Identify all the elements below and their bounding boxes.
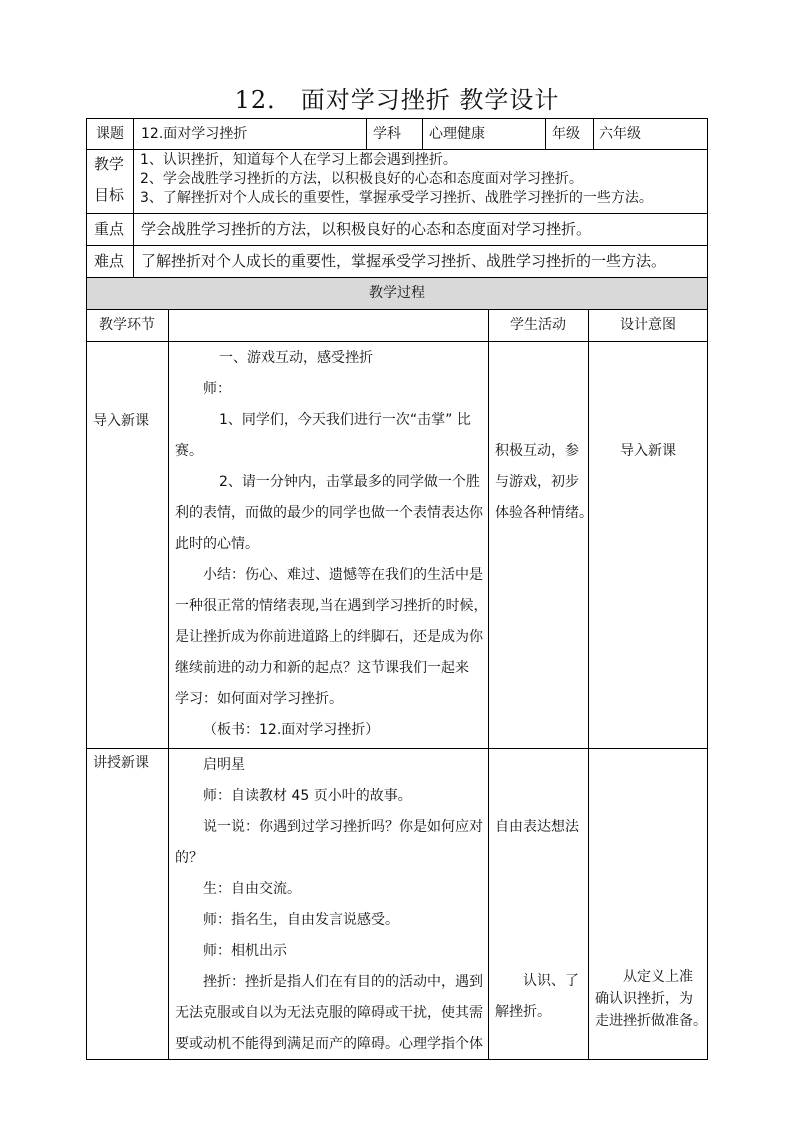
content-line: （板书：12.面对学习挫折） <box>203 722 380 738</box>
rule <box>86 309 708 310</box>
goals-list <box>140 149 653 209</box>
content-line: 此时的心情。 <box>175 536 259 552</box>
content-line: 无法克服或自以为无法克服的障碍或干扰，使其需 <box>175 1005 483 1021</box>
content-line: 生：自由交流。 <box>203 881 301 897</box>
rule <box>488 309 489 1060</box>
intent-line: 从定义上准 <box>623 969 693 985</box>
rule <box>86 118 87 1060</box>
activity-line: 积极互动，参 <box>495 443 579 459</box>
content-line: 启明星 <box>203 757 245 773</box>
rule <box>133 118 134 278</box>
intro-content <box>175 343 487 746</box>
activity-line: 与游戏，初步 <box>495 474 579 490</box>
difficult-value: 了解挫折对个人成长的重要性，掌握承受学习挫折、战胜学习挫折的一些方法。 <box>141 252 667 270</box>
content-line: 的？ <box>175 850 203 866</box>
rule <box>588 309 589 1060</box>
rule <box>86 118 708 119</box>
grade-value: 六年级 <box>599 126 641 142</box>
activity-line: 解挫折。 <box>495 1004 551 1020</box>
content-line: 师：指名生，自由发言说感受。 <box>203 912 399 928</box>
goals-label-line-2: 目标 <box>94 186 125 204</box>
rule <box>168 309 169 1060</box>
rule <box>707 118 708 1060</box>
document-title: 12． 面对学习挫折 教学设计 <box>234 86 560 114</box>
content-line: 师：相机出示 <box>203 943 287 959</box>
content-line: 师：自读教材 45 页小叶的故事。 <box>203 788 412 804</box>
content-line: 一种很正常的情绪表现,当在遇到学习挫折的时候， <box>175 598 488 614</box>
rule <box>86 213 708 214</box>
intent-line: 确认识挫折，为 <box>595 991 693 1007</box>
rule <box>86 748 708 749</box>
goal-item: 3、了解挫折对个人成长的重要性，掌握承受学习挫折、战胜学习挫折的一些方法。 <box>140 190 653 206</box>
subject-value: 心理健康 <box>429 126 485 142</box>
topic-value: 12.面对学习挫折 <box>141 126 248 142</box>
subject-label: 学科 <box>373 126 401 142</box>
goals-label-line-1: 教学 <box>94 155 125 173</box>
intent-line: 走进挫折做准备。 <box>595 1013 707 1029</box>
content-line: 师： <box>203 381 231 397</box>
content-line: 是让挫折成为你前进道路上的绊脚石，还是成为你 <box>175 629 483 645</box>
grade-label: 年级 <box>552 126 580 142</box>
rule <box>86 341 708 342</box>
content-line: 要或动机不能得到满足而产的障碍。心理学指个体 <box>175 1036 483 1052</box>
rule <box>366 118 367 150</box>
content-line: 利的表情，而做的最少的同学也做一个表情表达你 <box>175 505 483 521</box>
intro-student-activity <box>495 436 593 529</box>
rule <box>545 118 546 150</box>
process-heading: 教学过程 <box>369 285 425 301</box>
content-line: 继续前进的动力和新的起点？这节课我们一起来 <box>175 660 469 676</box>
content-line: 赛。 <box>175 443 203 459</box>
content-line: 一、游戏互动，感受挫折 <box>219 350 373 366</box>
content-line: 2、请一分钟内，击掌最多的同学做一个胜 <box>219 474 480 490</box>
key-value: 学会战胜学习挫折的方法，以积极良好的心态和态度面对学习挫折。 <box>141 220 592 238</box>
teach-student-activity-2 <box>495 966 579 1028</box>
col-intent-header: 设计意图 <box>620 317 676 333</box>
teach-student-activity-1: 自由表达想法 <box>495 819 579 835</box>
col-student-header: 学生活动 <box>510 317 566 333</box>
content-line: 学习：如何面对学习挫折。 <box>175 691 343 707</box>
teach-content <box>175 750 483 1060</box>
goal-item: 1、认识挫折，知道每个人在学习上都会遇到挫折。 <box>140 152 457 168</box>
col-step-header: 教学环节 <box>99 317 155 333</box>
topic-label: 课题 <box>96 126 124 142</box>
teach-step: 讲授新课 <box>93 755 149 771</box>
key-label: 重点 <box>94 220 125 238</box>
content-line: 说一说：你遇到过学习挫折吗？你是如何应对 <box>203 819 483 835</box>
rule <box>86 277 708 278</box>
activity-line: 体验各种情绪。 <box>495 505 593 521</box>
content-line: 挫折：挫折是指人们在有目的的活动中，遇到 <box>203 974 483 990</box>
teach-design-intent <box>595 966 707 1032</box>
intro-step: 导入新课 <box>93 413 149 429</box>
content-line: 1、同学们，今天我们进行一次“击掌” 比 <box>219 412 471 428</box>
rule <box>422 118 423 150</box>
lesson-plan-table <box>86 118 708 1060</box>
rule <box>593 118 594 150</box>
activity-line: 认识、了 <box>523 973 579 989</box>
goal-item: 2、学会战胜学习挫折的方法，以积极良好的心态和态度面对学习挫折。 <box>140 171 583 187</box>
rule <box>86 245 708 246</box>
content-line: 小结：伤心、难过、遗憾等在我们的生活中是 <box>203 567 483 583</box>
intro-design-intent: 导入新课 <box>620 443 676 459</box>
difficult-label: 难点 <box>94 252 125 270</box>
